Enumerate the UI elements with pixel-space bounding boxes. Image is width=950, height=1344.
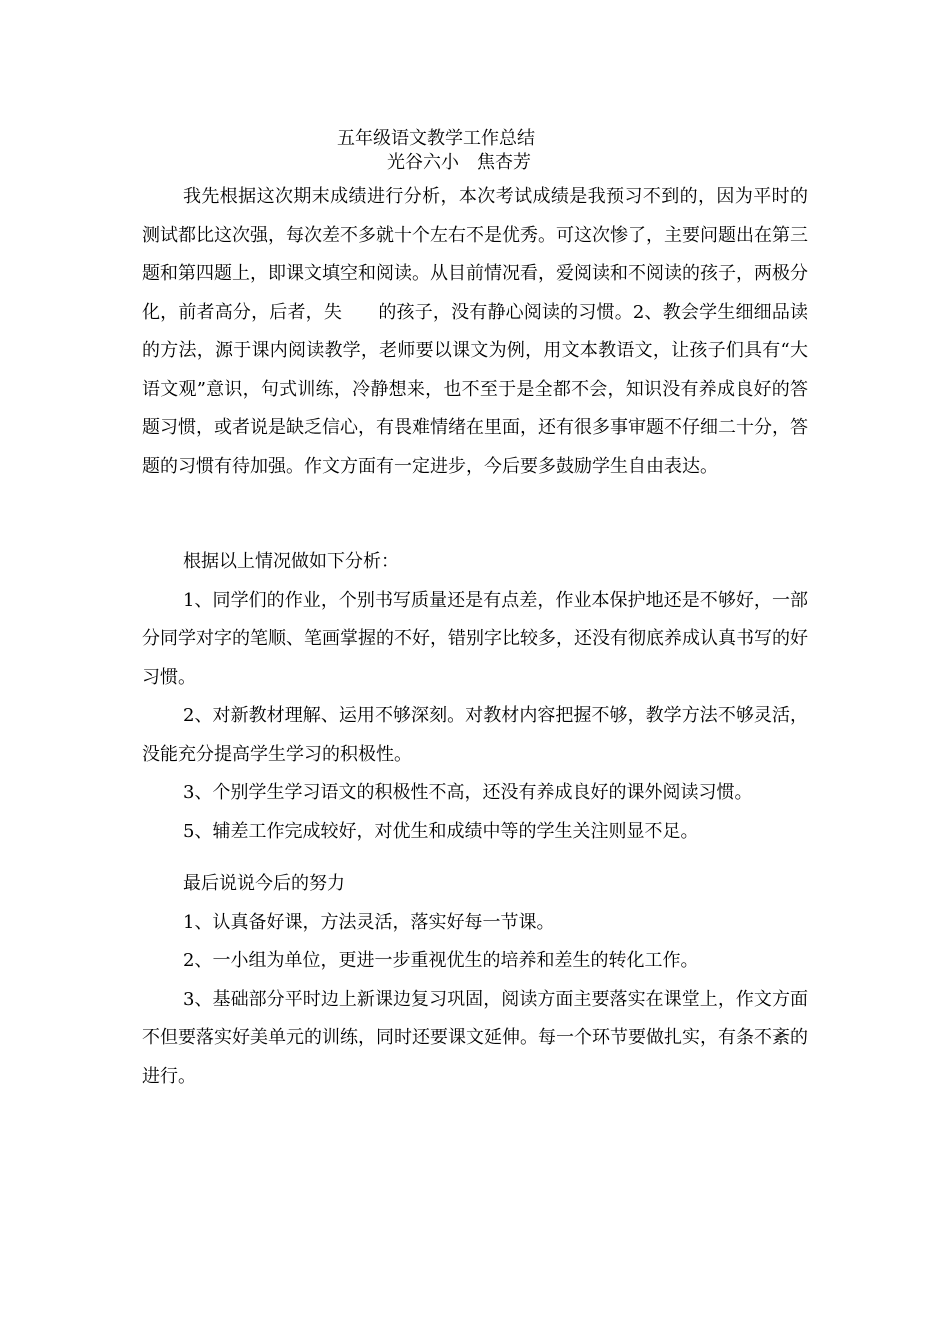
document-title: 五年级语文教学工作总结 <box>337 128 535 149</box>
analysis-section <box>142 543 808 851</box>
analysis-heading: 根据以上情况做如下分析： <box>183 551 399 572</box>
analysis-item: 1、同学们的作业，个别书写质量还是有点差，作业本保护地还是不够好，一部分同学对字的笔顺、笔画掌握的不好，错别字比较多，还没有彻底养成认真书写的好习惯。 <box>142 589 808 688</box>
future-item: 3、基础部分平时边上新课边复习巩固，阅读方面主要落实在课堂上，作文方面不但要落实好美单元的训练，同时还要课文延伸。每一个环节要做扎实，有条不紊的进行。 <box>142 988 808 1087</box>
document-author: 光谷六小 焦杏芳 <box>387 152 531 173</box>
future-section <box>142 865 808 1096</box>
analysis-item: 2、对新教材理解、运用不够深刻。对教材内容把握不够，教学方法不够灵活，没能充分提高学生学习的积极性。 <box>142 705 808 765</box>
future-item: 2、一小组为单位，更进一步重视优生的培养和差生的转化工作。 <box>183 950 699 971</box>
analysis-item: 5、辅差工作完成较好，对优生和成绩中等的学生关注则显不足。 <box>183 820 699 842</box>
future-item: 1、认真备好课，方法灵活，落实好每一节课。 <box>183 911 555 933</box>
future-heading: 最后说说今后的努力 <box>183 873 345 894</box>
intro-paragraph: 我先根据这次期末成绩进行分析，本次考试成绩是我预习不到的，因为平时的测试都比这次强，每次差不多就十个左右不是优秀。可这次惨了，主要问题出在第三题和第四题上，即课文填空和阅读。从目前情况看，爱阅读和不阅读的孩子，两极分化，前者高分，后者，失 的孩子，没有静心阅读的习惯。2、教会学生细细品读的方法，源于课内阅读教学，老师要以课文为例，用文本教语文，让孩子们具有“大语文观”意识，句式训练，冷静想来，也不至于是全都不会，知识没有养成良好的答题习惯，或者说是缺乏信心，有畏难情绪在里面，还有很多事审题不仔细二十分，答题的习惯有待加强。作文方面有一定进步，今后要多鼓励学生自由表达。 <box>142 186 808 477</box>
analysis-item: 3、个别学生学习语文的积极性不高，还没有养成良好的课外阅读习惯。 <box>183 782 753 803</box>
